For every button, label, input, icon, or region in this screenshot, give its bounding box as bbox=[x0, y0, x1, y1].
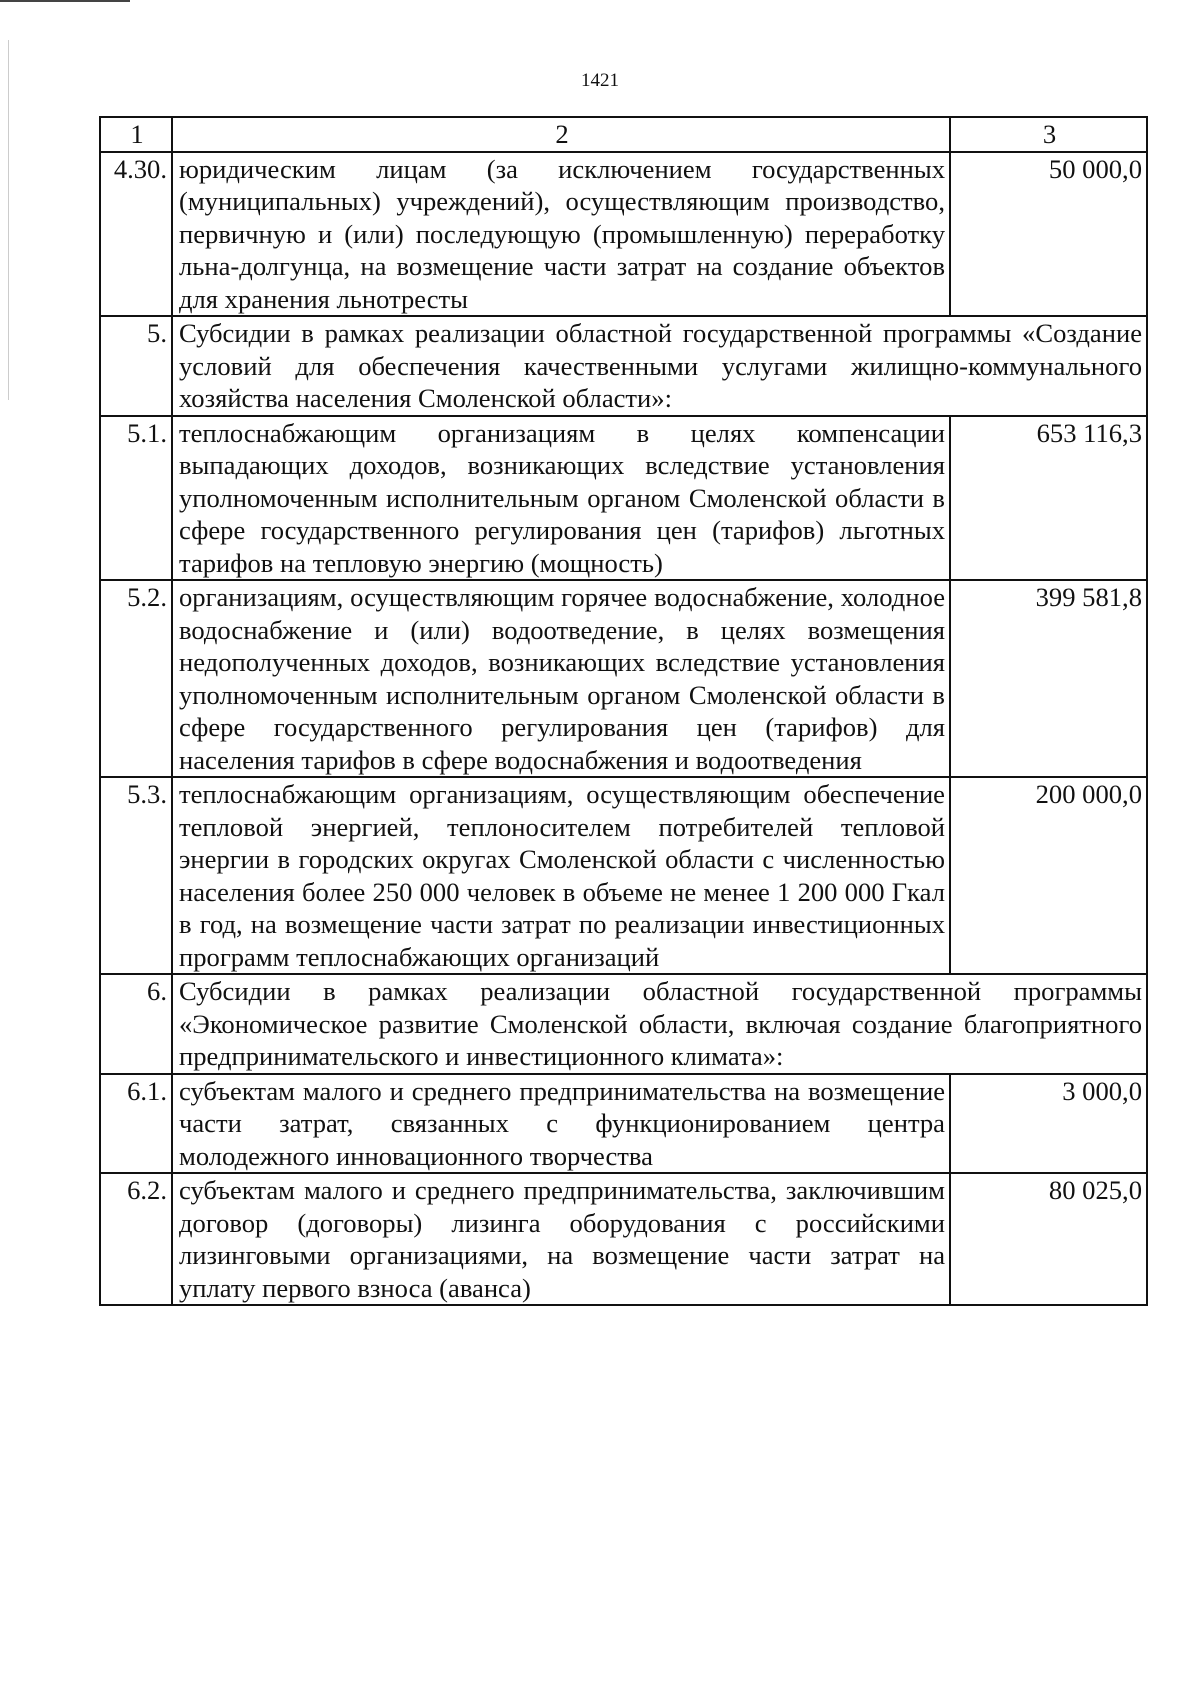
row-amount: 80 025,0 bbox=[950, 1173, 1147, 1305]
row-number: 5.2. bbox=[100, 580, 172, 777]
section-number: 5. bbox=[100, 316, 172, 416]
scan-margin-line bbox=[8, 40, 9, 400]
header-col-3: 3 bbox=[950, 117, 1147, 152]
table-row bbox=[100, 416, 1147, 581]
scan-edge-line bbox=[0, 0, 130, 2]
table-row bbox=[100, 1074, 1147, 1174]
row-amount: 653 116,3 bbox=[950, 416, 1147, 581]
row-description: субъектам малого и среднего предпринимательства, заключившим договор (договоры) лизинга оборудования с российскими лизинговыми организациями, на возмещение части затрат на уплату первого взноса (аванса) bbox=[172, 1173, 950, 1305]
row-amount: 399 581,8 bbox=[950, 580, 1147, 777]
row-description: теплоснабжающим организациям, осуществляющим обеспечение тепловой энергией, теплоносителем потребителей тепловой энергии в городских округах Смоленской области с численностью населения более 250 000 человек в объеме не менее 1 200 000 Гкал в год, на возмещение части затрат по реализации инвестиционных программ теплоснабжающих организаций bbox=[172, 777, 950, 974]
table-row bbox=[100, 1173, 1147, 1305]
table-row bbox=[100, 152, 1147, 317]
row-number: 5.1. bbox=[100, 416, 172, 581]
row-description: субъектам малого и среднего предпринимательства на возмещение части затрат, связанных с функционированием центра молодежного инновационного творчества bbox=[172, 1074, 950, 1174]
header-col-2: 2 bbox=[172, 117, 950, 152]
page-number: 1421 bbox=[581, 70, 619, 91]
row-amount: 50 000,0 bbox=[950, 152, 1147, 317]
row-number: 4.30. bbox=[100, 152, 172, 317]
header-col-1: 1 bbox=[100, 117, 172, 152]
row-number: 6.2. bbox=[100, 1173, 172, 1305]
table-row bbox=[100, 777, 1147, 974]
table-row bbox=[100, 580, 1147, 777]
section-row bbox=[100, 316, 1147, 416]
row-number: 6.1. bbox=[100, 1074, 172, 1174]
row-description: юридическим лицам (за исключением государственных (муниципальных) учреждений), осуществляющим производство, первичную и (или) последующую (промышленную) переработку льна-долгунца, на возмещение части затрат на создание объектов для хранения льнотресты bbox=[172, 152, 950, 317]
section-row bbox=[100, 974, 1147, 1074]
table-header-row bbox=[100, 117, 1147, 152]
subsidies-table bbox=[99, 116, 1148, 1306]
row-description: организациям, осуществляющим горячее водоснабжение, холодное водоснабжение и (или) водоотведение, в целях возмещения недополученных доходов, возникающих вследствие установления уполномоченным исполнительным органом Смоленской области в сфере государственного регулирования цен (тарифов) для населения тарифов в сфере водоснабжения и водоотведения bbox=[172, 580, 950, 777]
row-number: 5.3. bbox=[100, 777, 172, 974]
row-amount: 200 000,0 bbox=[950, 777, 1147, 974]
row-amount: 3 000,0 bbox=[950, 1074, 1147, 1174]
row-description: теплоснабжающим организациям в целях компенсации выпадающих доходов, возникающих вследствие установления уполномоченным исполнительным органом Смоленской области в сфере государственного регулирования цен (тарифов) льготных тарифов на тепловую энергию (мощность) bbox=[172, 416, 950, 581]
section-title: Субсидии в рамках реализации областной государственной программы «Экономическое развитие Смоленской области, включая создание благоприятного предпринимательского и инвестиционного климата»: bbox=[172, 974, 1147, 1074]
section-number: 6. bbox=[100, 974, 172, 1074]
section-title: Субсидии в рамках реализации областной государственной программы «Создание условий для обеспечения качественными услугами жилищно-коммунального хозяйства населения Смоленской области»: bbox=[172, 316, 1147, 416]
